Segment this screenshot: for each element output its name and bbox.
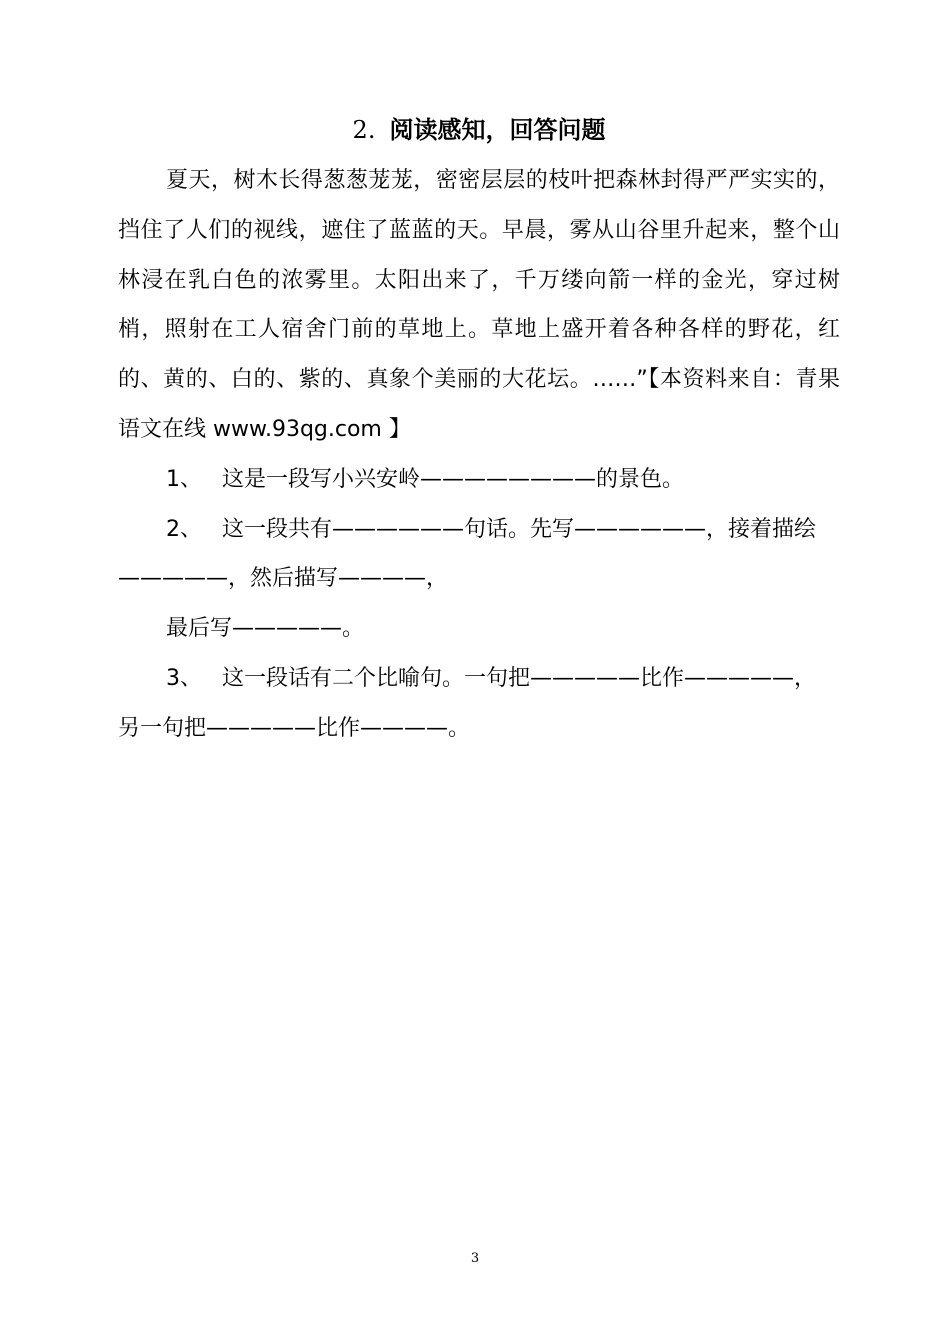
section-title (118, 108, 840, 152)
question-1-number: 1、 (166, 466, 202, 492)
question-3 (118, 654, 840, 704)
page-number: 3 (470, 1251, 480, 1266)
question-3-number: 3、 (166, 665, 202, 691)
question-2-text-line2: —————，然后描写————， (118, 566, 449, 592)
section-number: 2. (352, 116, 376, 144)
section-heading: 阅读感知，回答问题 (389, 116, 606, 144)
question-3-text-line2: 另一句把—————比作————。 (118, 715, 471, 741)
document-body (118, 156, 840, 754)
question-3-text-line1: 这一段话有二个比喻句。一句把—————比作—————， (222, 665, 817, 691)
question-1-text: 这是一段写小兴安岭————————的景色。 (222, 466, 685, 492)
question-2 (118, 505, 840, 555)
question-2-text-line1: 这一段共有——————句话。先写——————，接着描绘 (222, 516, 817, 542)
question-2-number: 2、 (166, 516, 202, 542)
question-1 (118, 455, 840, 505)
question-2-text-line3: 最后写—————。 (166, 616, 365, 642)
reading-passage: 夏天，树木长得葱葱茏茏，密密层层的枝叶把森林封得严严实实的，挡住了人们的视线，遮住了蓝蓝的天。早晨，雾从山谷里升起来，整个山林浸在乳白色的浓雾里。太阳出来了，千万缕向箭一样的金光，穿过树梢，照射在工人宿舍门前的草地上。草地上盛开着各种各样的野花，红的、黄的、白的、紫的、真象个美丽的大花坛。……”【本资料来自：青果语文在线 www.93qg.com 】 (118, 168, 840, 442)
